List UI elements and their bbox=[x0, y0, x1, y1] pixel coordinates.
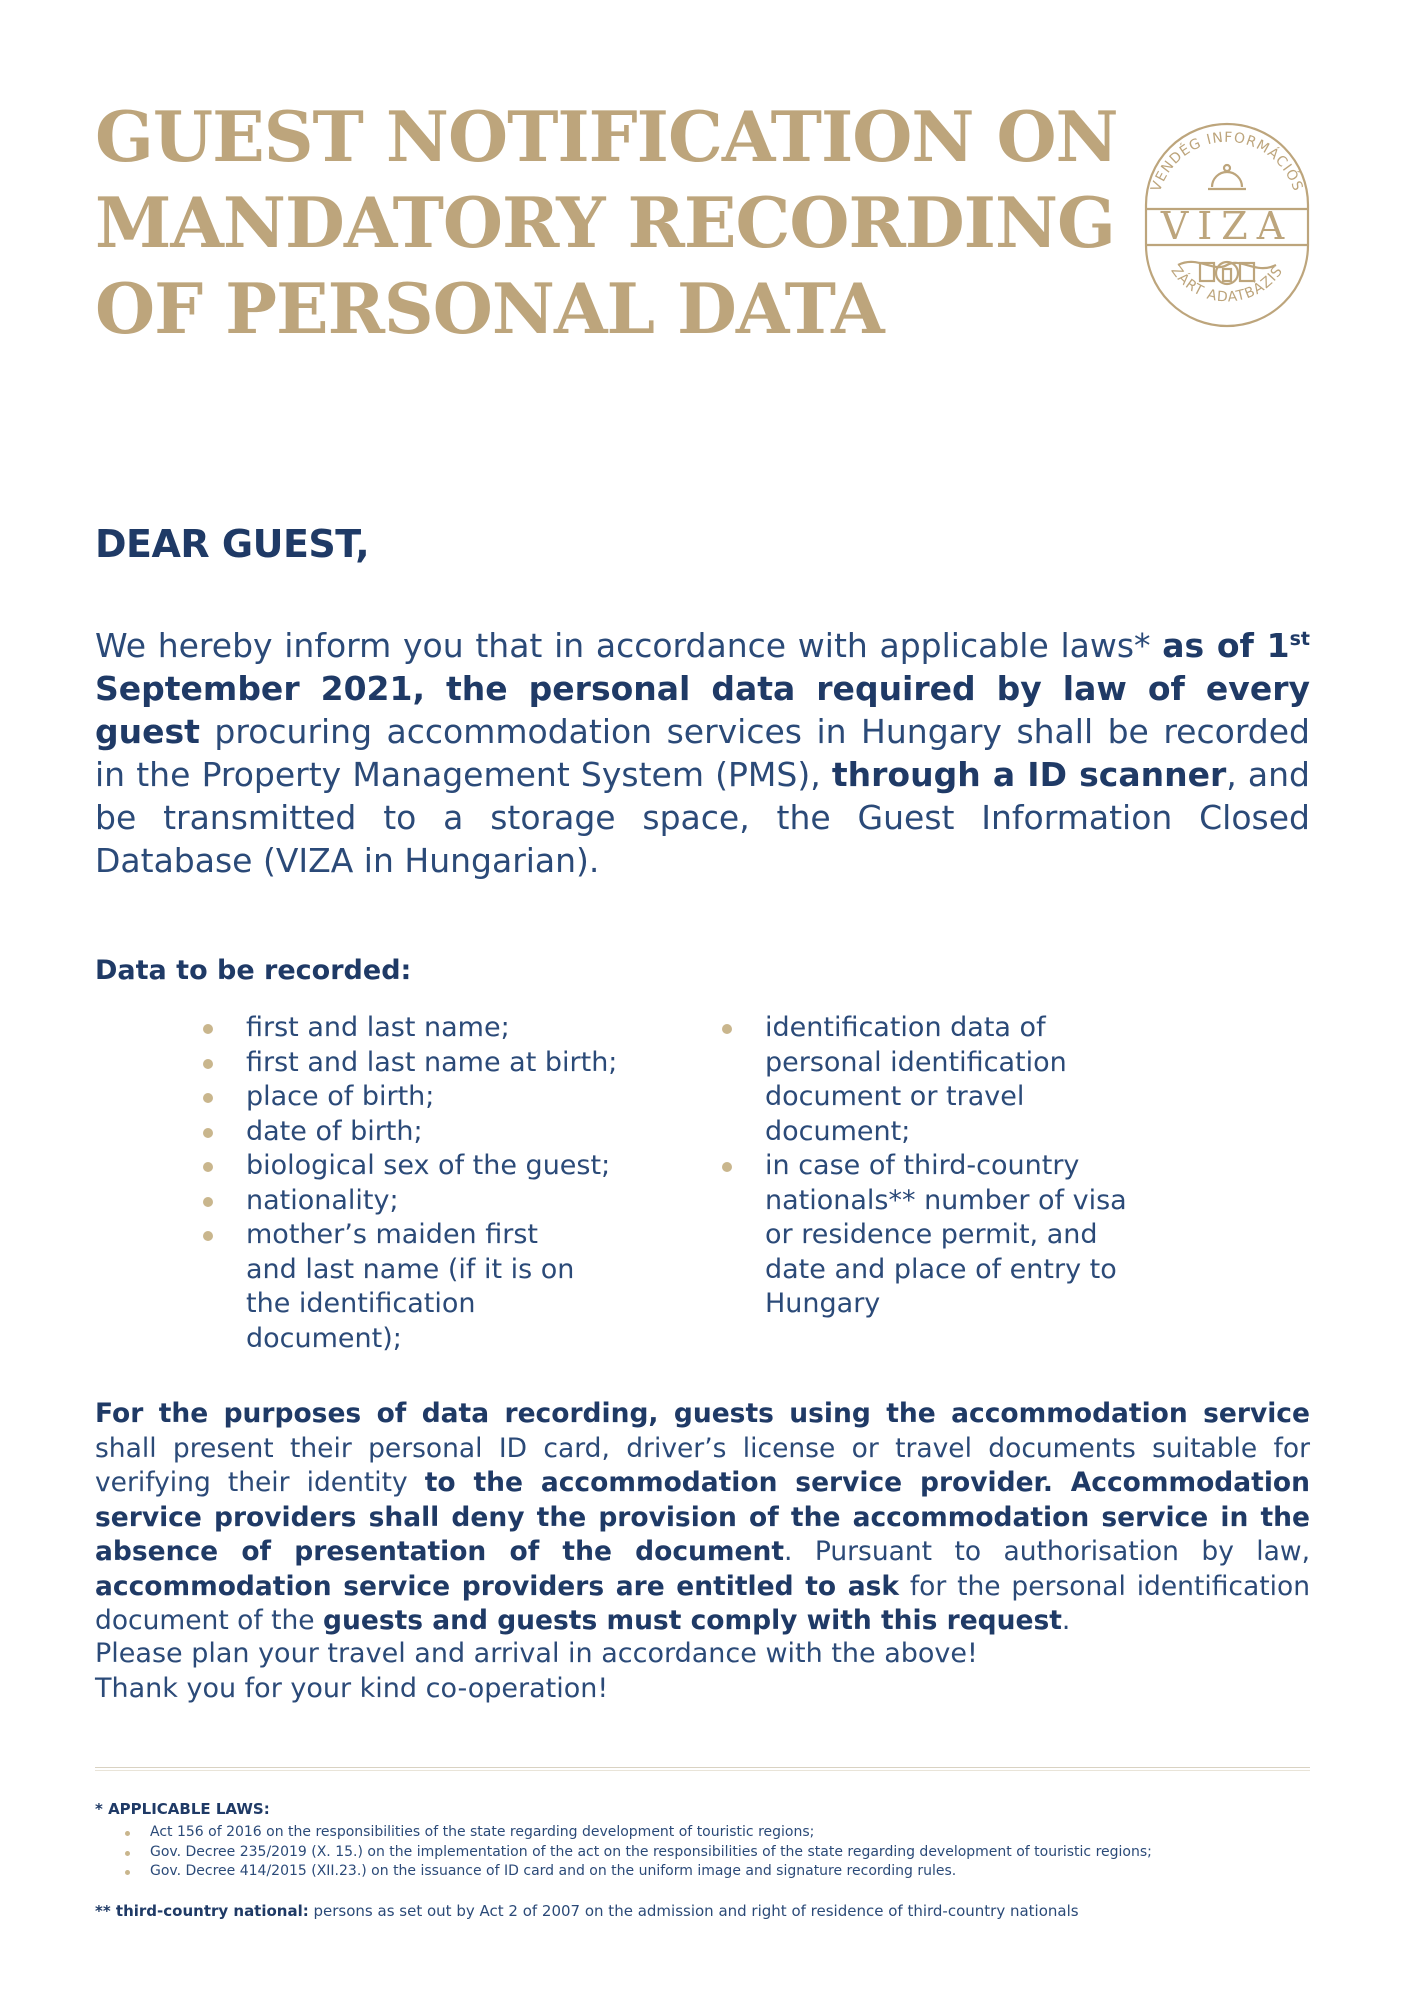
intro-sup: st bbox=[1289, 628, 1310, 650]
list-item: Gov. Decree 414/2015 (XII.23.) on the issuance of ID card and on the uniform image and signature recording rules. bbox=[95, 1862, 1310, 1882]
intro-bold-3: through a ID scanner bbox=[831, 755, 1227, 794]
list-item: identification data of personal identification document or travel document; bbox=[715, 1011, 1125, 1149]
intro-text-2: procuring accommodation services in Hungary shall be recorded in the Property Management System (PMS), bbox=[95, 712, 1310, 794]
footnote-text: persons as set out by Act 2 of 2007 on the admission and right of residence of third-country nationals bbox=[308, 1902, 1079, 1920]
list-item: nationality; bbox=[196, 1184, 716, 1219]
data-section-heading: Data to be recorded: bbox=[95, 955, 412, 986]
list-item: Act 156 of 2016 on the responsibilities of the state regarding development of touristic regions; bbox=[95, 1823, 1310, 1843]
data-list-left bbox=[196, 1011, 716, 1356]
purpose-text-1: shall present their personal ID card, driver’s license or travel documents suitable for verifying their identity bbox=[95, 1432, 1310, 1498]
svg-text:VENDÉG INFORMÁCIÓS bbox=[1148, 130, 1305, 194]
greeting: DEAR GUEST, bbox=[95, 522, 370, 566]
logo-brand: VIZA bbox=[1160, 204, 1294, 248]
intro-paragraph bbox=[95, 624, 1310, 882]
logo-bottom-arc: ZÁRT ADATBÁZIS bbox=[1167, 263, 1287, 306]
list-item: place of birth; bbox=[196, 1080, 716, 1115]
purpose-text-3: for the personal identification document of the bbox=[95, 1570, 1310, 1636]
footnote bbox=[95, 1902, 1079, 1920]
purpose-bold-1: For the purposes of data recording, guests using the accommodation service bbox=[95, 1398, 1310, 1429]
list-item: Gov. Decree 235/2019 (X. 15.) on the implementation of the act on the responsibilities of the state regarding development of touristic regions; bbox=[95, 1843, 1310, 1863]
intro-text-3: , and be transmitted to a storage space, the Guest Information Closed Database (VIZA in Hungarian). bbox=[95, 755, 1310, 880]
list-item: first and last name at birth; bbox=[196, 1046, 716, 1081]
title-line-2: MANDATORY RECORDING bbox=[95, 183, 1115, 264]
closing-line-2: Thank you for your kind co-operation! bbox=[95, 1672, 609, 1704]
logo-top-arc: VENDÉG INFORMÁCIÓS bbox=[1148, 129, 1306, 194]
list-item: biological sex of the guest; bbox=[196, 1149, 716, 1184]
purpose-bold-4: guests and guests must comply with this request bbox=[323, 1605, 1062, 1636]
intro-text-1: We hereby inform you that in accordance with applicable laws* bbox=[95, 626, 1163, 665]
purpose-text-4: . bbox=[1061, 1605, 1071, 1636]
title-line-1: GUEST NOTIFICATION ON bbox=[95, 97, 1118, 178]
intro-bold-1: as of 1 bbox=[1162, 626, 1290, 665]
purpose-paragraph bbox=[95, 1397, 1310, 1639]
page-title bbox=[95, 95, 1118, 353]
footnote-label: ** third-country national: bbox=[95, 1902, 309, 1920]
intro-bold-2: September 2021, the personal data required by law of every guest bbox=[95, 669, 1310, 751]
list-item: in case of third-country nationals** number of visa or residence permit, and date and place of entry to Hungary bbox=[715, 1149, 1155, 1322]
data-list-right bbox=[715, 1011, 1185, 1322]
closing-line-1: Please plan your travel and arrival in accordance with the above! bbox=[95, 1638, 978, 1669]
purpose-bold-3: accommodation service providers are entitled to ask bbox=[95, 1570, 900, 1602]
list-item: first and last name; bbox=[196, 1011, 716, 1046]
purpose-text-2: . Pursuant to authorisation by law, bbox=[784, 1536, 1310, 1567]
list-item: date of birth; bbox=[196, 1115, 716, 1150]
laws-heading: * APPLICABLE LAWS: bbox=[95, 1800, 270, 1818]
closing-text bbox=[95, 1637, 1310, 1706]
viza-logo bbox=[1138, 105, 1316, 345]
purpose-bold-2: to the accommodation service provider. Accommodation service providers shall deny the provision of the accommodation service in the absence of presentation of the document bbox=[95, 1467, 1310, 1567]
title-line-3: OF PERSONAL DATA bbox=[95, 269, 884, 350]
divider bbox=[95, 1767, 1310, 1771]
laws-list bbox=[95, 1823, 1310, 1882]
list-item: mother’s maiden first and last name (if it is on the identification document); bbox=[196, 1218, 576, 1356]
